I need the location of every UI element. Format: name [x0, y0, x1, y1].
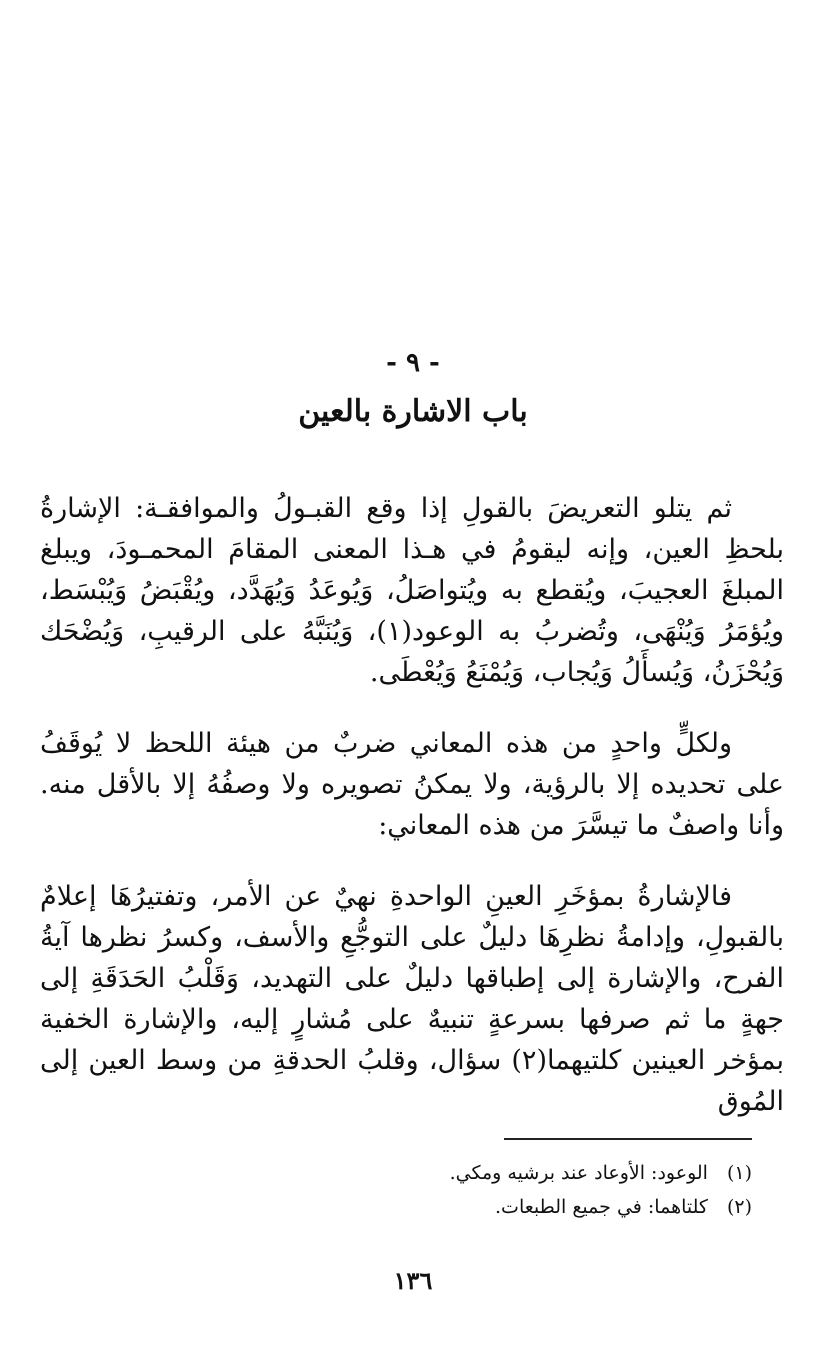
footnote-text: الوعود: الأوعاد عند برشيه ومكي.: [449, 1162, 708, 1184]
paragraph: ثم يتلو التعريضَ بالقولِ إذا وقع القبـولُ والموافقـة: الإشارةُ بلحظِ العين، وإنه ليقومُ في هـذا المعنى المقامَ المحمـودَ، ويبلغ المبلغَ العجيبَ، ويُقطع به ويُتواصَلُ، وَيُوعَدُ وَيُهَدَّد، ويُقْبَضُ وَيُبْسَط، ويُؤمَرُ وَيُنْهَى، وتُضربُ به الوعود(١)، وَيُنَبَّهُ على الرقيبِ، وَيُضْحَك وَيُحْزَنُ، وَيُسأَلُ وَيُجاب، وَيُمْنَعُ وَيُعْطَى.: [40, 493, 784, 688]
chapter-title: باب الاشارة بالعين: [298, 394, 528, 429]
footnote: [72, 1156, 752, 1190]
footnote-number: (١): [726, 1162, 752, 1184]
page-number: ١٣٦: [393, 1266, 433, 1295]
footnote-divider: [504, 1138, 752, 1140]
footnote-number: (٢): [726, 1196, 752, 1218]
paragraph: فالإشارةُ بمؤخَرِ العينِ الواحدةِ نهيٌ عن الأمر، وتفتيرُهَا إعلامٌ بالقبولِ، وإدامةُ نظرِهَا دليلٌ على التوجُّعِ والأسف، وكسرُ نظرها آيةُ الفرح، والإشارة إلى إطباقها دليلٌ على التهديد، وَقَلْبُ الحَدَقَةِ إلى جهةٍ ما ثم صرفها بسرعةٍ تنبيهٌ على مُشارٍ إليه، والإشارة الخفية بمؤخر العينين كلتيهما(٢) سؤال، وقلبُ الحدقةِ من وسط العين إلى المُوق: [40, 881, 784, 1117]
body-text: [40, 488, 784, 1152]
footnote-text: كلتاهما: في جميع الطبعات.: [495, 1196, 708, 1218]
footnote: [72, 1190, 752, 1224]
footnotes: [72, 1156, 752, 1224]
chapter-number: - ٩ -: [386, 348, 440, 378]
paragraph: ولكلٍّ واحدٍ من هذه المعاني ضربٌ من هيئة اللحظ لا يُوقَفُ على تحديده إلا بالرؤية، ولا يمكنُ تصويره ولا وصفُهُ إلا بالأقل منه. وأنا واصفٌ ما تيسَّرَ من هذه المعاني:: [40, 728, 784, 841]
